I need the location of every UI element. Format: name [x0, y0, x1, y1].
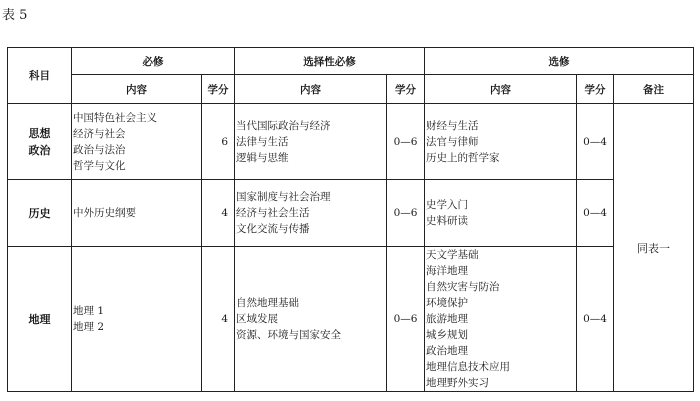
- elective-content-header: 内容: [425, 75, 577, 104]
- course-item: 地理 1: [73, 305, 105, 317]
- elective-header: 选修: [425, 48, 694, 75]
- required-content-cell: [72, 247, 202, 392]
- course-item: 中国特色社会主义: [73, 111, 157, 124]
- course-item: 自然地理基础: [236, 297, 299, 309]
- required-content-cell: [72, 180, 202, 247]
- elective-content-cell: [425, 104, 577, 180]
- subject-line: 地理: [28, 312, 51, 326]
- table-row: [8, 104, 694, 180]
- elective-credit-cell: 0—4: [577, 247, 614, 392]
- selective-content-cell: [235, 247, 387, 392]
- table-row: [8, 247, 694, 392]
- course-item: 当代国际政治与经济: [236, 119, 331, 132]
- subject-cell: [8, 180, 72, 247]
- selective-content-cell: [235, 180, 387, 247]
- selective-credit-cell: 0—6: [387, 104, 425, 180]
- remark-cell: 同表一: [614, 104, 694, 392]
- selective-credit-cell: 0—6: [387, 180, 425, 247]
- elective-content-cell: [425, 180, 577, 247]
- selective-required-header: 选择性必修: [235, 48, 425, 75]
- course-item: 天文学基础: [426, 249, 479, 261]
- course-item: 经济与社会生活: [236, 207, 310, 219]
- course-item: 政治地理: [426, 345, 468, 357]
- required-credit-cell: 6: [202, 104, 235, 180]
- subject-line: 历史: [28, 206, 51, 220]
- course-item: 法律与生活: [236, 135, 289, 148]
- subject-line: 政治: [28, 143, 51, 157]
- course-item: 中外历史纲要: [73, 207, 136, 219]
- course-item: 环境保护: [426, 297, 468, 309]
- course-item: 史料研读: [426, 215, 468, 227]
- elective-credit-header: 学分: [577, 75, 614, 104]
- required-credit-cell: 4: [202, 247, 235, 392]
- selective-content-cell: [235, 104, 387, 180]
- course-item: 国家制度与社会治理: [236, 191, 331, 203]
- selective-credit-header: 学分: [387, 75, 425, 104]
- table-caption: 表 5: [2, 8, 28, 23]
- required-credit-header: 学分: [202, 75, 235, 104]
- course-item: 经济与社会: [73, 127, 126, 140]
- course-item: 旅游地理: [426, 313, 468, 325]
- course-item: 文化交流与传播: [236, 223, 310, 235]
- curriculum-table: [7, 47, 694, 392]
- required-content-header: 内容: [72, 75, 202, 104]
- course-item: 财经与生活: [426, 119, 479, 132]
- course-item: 自然灾害与防治: [426, 281, 500, 293]
- table-row: [8, 180, 694, 247]
- course-item: 史学入门: [426, 199, 468, 211]
- course-item: 法官与律师: [426, 135, 479, 148]
- required-content-cell: [72, 104, 202, 180]
- course-item: 地理野外实习: [426, 377, 489, 389]
- elective-content-cell: [425, 247, 577, 392]
- course-item: 地理信息技术应用: [426, 361, 510, 373]
- course-item: 地理 2: [73, 321, 105, 333]
- course-item: 区域发展: [236, 313, 278, 325]
- course-item: 海洋地理: [426, 265, 468, 277]
- subject-line: 思想: [28, 126, 51, 140]
- course-item: 资源、环境与国家安全: [236, 329, 341, 341]
- elective-credit-cell: 0—4: [577, 180, 614, 247]
- subject-header: 科目: [8, 48, 72, 104]
- remark-header: 备注: [614, 75, 694, 104]
- selective-content-header: 内容: [235, 75, 387, 104]
- course-item: 历史上的哲学家: [426, 151, 500, 164]
- required-header: 必修: [72, 48, 235, 75]
- elective-credit-cell: 0—4: [577, 104, 614, 180]
- course-item: 城乡规划: [426, 329, 468, 341]
- subject-cell: [8, 247, 72, 392]
- required-credit-cell: 4: [202, 180, 235, 247]
- course-item: 政治与法治: [73, 143, 126, 156]
- subject-cell: [8, 104, 72, 180]
- selective-credit-cell: 0—6: [387, 247, 425, 392]
- course-item: 哲学与文化: [73, 159, 126, 172]
- course-item: 逻辑与思维: [236, 151, 289, 164]
